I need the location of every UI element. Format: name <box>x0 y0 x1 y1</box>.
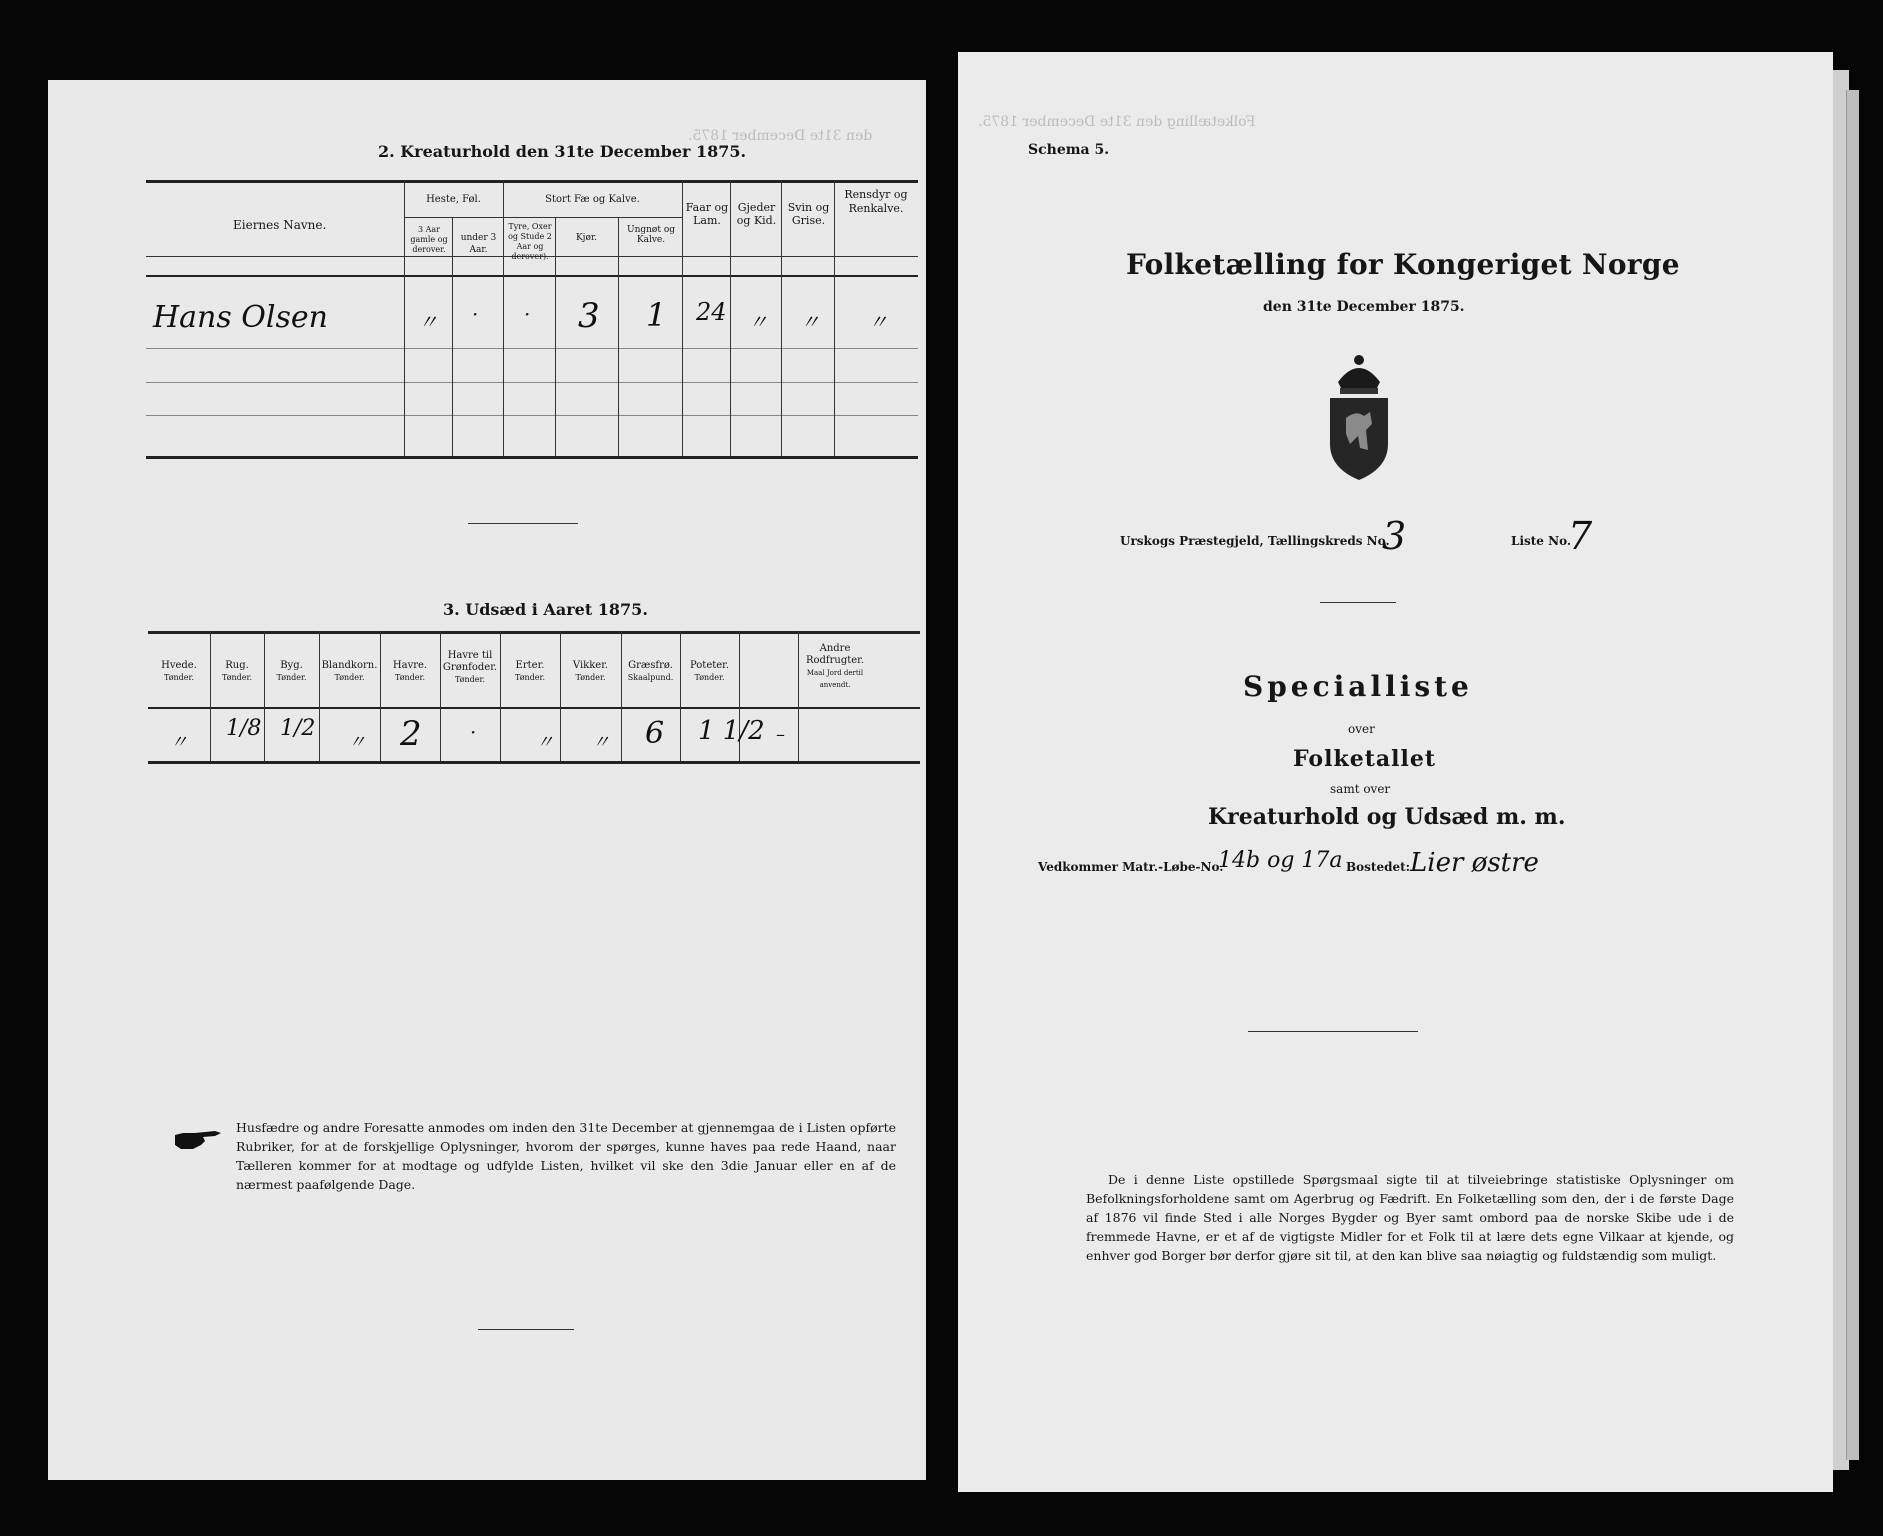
sow-havre: 2 <box>400 714 422 754</box>
section2-title: 2. Kreaturhold den 31te December 1875. <box>378 142 747 161</box>
sow-erter: 〃 <box>536 732 554 753</box>
header-svin: Svin og Grise. <box>787 201 830 227</box>
sow-header-erter: Erter. Tønder. <box>514 660 546 682</box>
header-heste-3aar: 3 Aar gamle og derover. <box>410 225 448 254</box>
divider-top <box>1320 602 1396 603</box>
sow-blandkorn: 〃 <box>348 732 366 753</box>
divider-bottom <box>1248 1031 1418 1032</box>
sow-byg: 1/2 <box>280 716 316 741</box>
text-samt-over: samt over <box>1330 782 1391 796</box>
owner-name-handwritten: Hans Olsen <box>153 300 328 335</box>
cell-faar: 24 <box>696 298 727 326</box>
cell-tyre: · <box>524 302 531 326</box>
sow-header-blandkorn: Blandkorn. Tønder. <box>321 660 378 682</box>
pointing-hand-icon <box>173 1125 223 1153</box>
matr-label: Vedkommer Matr.-Løbe-No. <box>1038 860 1224 874</box>
header-heste: Heste, Føl. <box>426 194 481 205</box>
page-edge-stack-2 <box>1846 90 1859 1460</box>
liste-no-handwritten: 7 <box>1568 514 1593 558</box>
sow-hvede: 〃 <box>170 732 188 753</box>
ghost-header-text: Folketælling den 31te December 1875. <box>978 114 1256 130</box>
coat-of-arms-icon <box>1318 352 1400 482</box>
sow-header-vikker: Vikker. Tønder. <box>572 660 609 682</box>
text-kreaturhold: Kreaturhold og Udsæd m. m. <box>1208 804 1566 830</box>
section3-title: 3. Udsæd i Aaret 1875. <box>443 600 648 619</box>
sow-graesfro: 6 <box>645 716 665 751</box>
text-over-1: over <box>1348 722 1375 736</box>
cell-ungnot: 1 <box>646 296 667 334</box>
ghost-bleedthrough-text: den 31te December 1875. <box>688 128 873 144</box>
header-ungnot: Ungnøt og Kalve. <box>626 225 675 245</box>
sow-header-havre-gronfoder: Havre til Grønfoder. Tønder. <box>442 650 498 684</box>
sow-header-poteter: Poteter. Tønder. <box>689 660 730 682</box>
notice-text: Husfædre og andre Foresatte anmodes om inden den 31te December at gjennemgaa de i Listen opførte Rubriker, for at de forskjellige Oplysninger, hvorom der spørges, kunne haves paa rede Haand, naar Tælleren kommer for at modtage og udfylde Listen, hvilket vil ske den 3die Januar eller en af de nærmest paafølgende Dage. <box>236 1120 896 1192</box>
main-title: Folketælling for Kongeriget Norge <box>1126 248 1680 281</box>
bosted-label: Bostedet: <box>1346 860 1411 874</box>
prestegjeld-label: Urskogs Præstegjeld, Tællingskreds No. <box>1120 534 1390 548</box>
left-page <box>48 80 926 1480</box>
header-heste-under3: under 3 Aar. <box>460 233 497 255</box>
cell-svin: 〃 <box>800 310 820 334</box>
text-folketallet: Folketallet <box>1293 746 1436 772</box>
header-owner-names: Eiernes Navne. <box>233 218 327 232</box>
sow-header-byg: Byg. Tønder. <box>276 660 307 682</box>
main-subtitle: den 31te December 1875. <box>1263 299 1465 315</box>
header-kjor: Kjør. <box>575 233 598 243</box>
sow-vikker: 〃 <box>592 732 610 753</box>
sow-header-havre: Havre. Tønder. <box>392 660 428 682</box>
sow-havre-gronfoder: · <box>470 720 477 744</box>
schema-label: Schema 5. <box>1028 142 1110 158</box>
header-faar: Faar og Lam. <box>685 201 729 227</box>
heading-specialliste: Specialliste <box>1243 670 1473 703</box>
sow-rug: 1/8 <box>226 716 262 741</box>
sow-header-graesfro: Græsfrø. Skaalpund. <box>627 660 674 682</box>
cell-heste-3aar: 〃 <box>418 310 438 334</box>
cell-gjeder: 〃 <box>748 310 768 334</box>
sow-header-hvede: Hvede. Tønder. <box>161 660 197 682</box>
cell-heste-under3: · <box>472 302 479 326</box>
explanatory-paragraph: De i denne Liste opstillede Spørgsmaal sigte til at tilveiebringe statistiske Oplysninger om Befolkningsforholdene samt om Agerbrug og Fædrift. En Folketælling som den, der i de første Dage af 1876 vil finde Sted i alle Norges Bygder og Byer samt ombord paa de norske Skibe ude i de fremmede Havne, er et af de vigtigste Midler for et Folk til at lære dets egne Vilkaar at kjende, og enhver god Borger bør derfor gjøre sit til, at den kan blive saa nøiagtig og fuldstændig som muligt. <box>1086 1172 1734 1263</box>
sow-andre: – <box>776 724 785 745</box>
sow-header-andre-rodfrugter: Andre Rodfrugter. Maal Jord dertil anvendt. <box>805 643 865 689</box>
header-tyre-oxer: Tyre, Oxer og Stude 2 Aar og derover). <box>508 222 552 261</box>
bosted-value-handwritten: Lier østre <box>1410 848 1539 878</box>
matr-value-handwritten: 14b og 17a <box>1218 848 1343 873</box>
cell-kjor: 3 <box>578 296 600 336</box>
header-stort-fae: Stort Fæ og Kalve. <box>545 194 640 205</box>
kreds-no-handwritten: 3 <box>1382 514 1407 558</box>
liste-label: Liste No. <box>1511 534 1572 548</box>
sow-header-rug: Rug. Tønder. <box>221 660 253 682</box>
divider <box>468 523 578 524</box>
right-page <box>958 52 1833 1492</box>
sow-poteter: 1 1/2 <box>698 716 765 746</box>
footer-divider <box>478 1329 574 1330</box>
header-gjeder: Gjeder og Kid. <box>736 201 777 227</box>
cell-rensdyr: 〃 <box>868 310 888 334</box>
header-rensdyr: Rensdyr og Renkalve. <box>844 188 908 215</box>
